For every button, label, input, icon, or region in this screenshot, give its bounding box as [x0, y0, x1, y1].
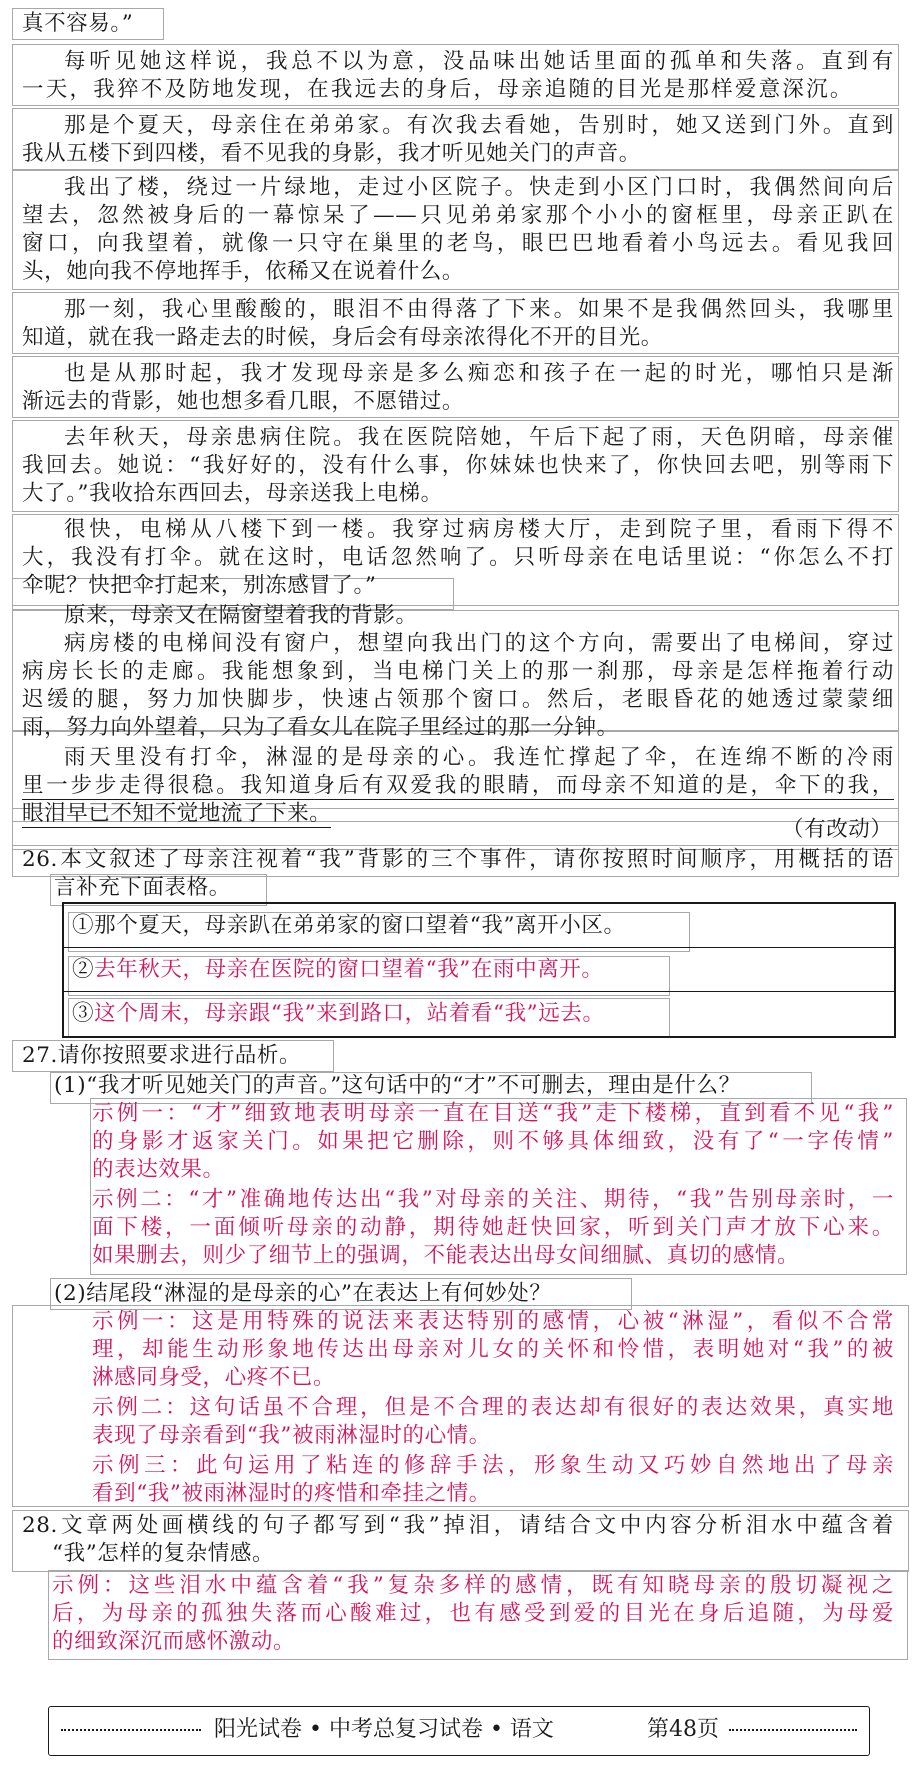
- page-number: 第48页: [647, 1717, 719, 1742]
- answer-text: 这个周末，母亲跟“我”来到路口，站着看“我”远去。: [94, 1001, 605, 1026]
- passage-line: 雨天里没有打伞，淋湿的是母亲的心。我连忙撑起了伞，在连绵不断的冷雨: [64, 745, 894, 770]
- q27-sub2: (2)结尾段“淋湿的是母亲的心”在表达上有何妙处？: [54, 1281, 552, 1306]
- q26-row-1: ①那个夏天，母亲趴在弟弟家的窗口望着“我”离开小区。: [72, 913, 626, 938]
- passage-line: 窗口，向我望着，就像一只守在巢里的老鸟，眼巴巴地看着小鸟远去。看见我回: [22, 231, 894, 256]
- passage-line: 大，我没有打伞。就在这时，电话忽然响了。只听母亲在电话里说：“你怎么不打: [22, 545, 894, 570]
- passage-line: 望去，忽然被身后的一幕惊呆了——只见弟弟家那个小小的窗框里，母亲正趴在: [22, 203, 894, 228]
- passage-line: 伞呢？快把伞打起来，别冻感冒了。”: [22, 573, 377, 598]
- passage-line: 去年秋天，母亲患病住院。我在医院陪她，午后下起了雨，天色阴暗，母亲催: [64, 425, 894, 450]
- q26-question: 言补充下面表格。: [54, 875, 231, 900]
- passage-line: 那一刻，我心里酸酸的，眼泪不由得落了下来。如果不是我偶然回头，我哪里: [64, 297, 894, 322]
- page-footer: [48, 1706, 870, 1756]
- passage-line: 很快，电梯从八楼下到一楼。我穿过病房楼大厅，走到院子里，看雨下得不: [64, 517, 894, 542]
- answer-line: 的身影才返家关门。如果把它删除，则不够具体细致，没有了“一字传情”: [92, 1129, 894, 1154]
- answer-text: 去年秋天，母亲在医院的窗口望着“我”在雨中离开。: [94, 957, 604, 982]
- passage-line: 大了。”我收拾东西回去，母亲送我上电梯。: [22, 481, 443, 506]
- q28-question: 28.文章两处画横线的句子都写到“我”掉泪，请结合文中内容分析泪水中蕴含着: [22, 1513, 894, 1538]
- answer-line: 表现了母亲看到“我”被雨淋湿时的心情。: [92, 1423, 491, 1448]
- passage-line: [22, 772, 894, 800]
- row-number: ③: [72, 1001, 95, 1026]
- q27-question: 27.请你按照要求进行品析。: [22, 1043, 302, 1068]
- passage-line: 原来，母亲又在隔窗望着我的背影。: [64, 603, 418, 628]
- passage-line: 一天，我猝不及防地发现，在我远去的身后，母亲追随的目光是那样爱意深沉。: [22, 77, 852, 102]
- answer-line: 的细致深沉而感怀激动。: [52, 1629, 296, 1654]
- answer-line: 示例三：此句运用了粘连的修辞手法，形象生动又巧妙自然地出了母亲: [92, 1453, 894, 1478]
- answer-line: 看到“我”被雨淋湿时的疼惜和牵挂之情。: [92, 1481, 491, 1506]
- answer-line: 示例：这些泪水中蕴含着“我”复杂多样的感情，既有知晓母亲的殷切凝视之: [52, 1573, 894, 1598]
- passage-line: 每听见她这样说，我总不以为意，没品味出她话里面的孤单和失落。直到有: [64, 49, 894, 74]
- passage-line: [22, 800, 331, 828]
- answer-line: 淋感同身受，心疼不已。: [92, 1365, 336, 1390]
- footer-dots: [61, 1729, 201, 1731]
- passage-line: 我从五楼下到四楼，看不见我的身影，我才听见她关门的声音。: [22, 141, 641, 166]
- passage-line: 我出了楼，绕过一片绿地，走过小区院子。快走到小区门口时，我偶然间向后: [64, 175, 894, 200]
- table-divider: [64, 947, 894, 948]
- answer-line: 示例一：这是用特殊的说法来表达特别的感情，心被“淋湿”，看似不合常: [92, 1309, 894, 1334]
- answer-line: 理，却能生动形象地传达出母亲对儿女的关怀和怜惜，表明她对“我”的被: [92, 1337, 894, 1362]
- footer-title: 阳光试卷 • 中考总复习试卷 • 语文: [214, 1717, 554, 1742]
- q27-sub1: (1)“我才听见她关门的声音。”这句话中的“才”不可删去，理由是什么？: [54, 1073, 741, 1098]
- underlined-sentence: 眼泪早已不知不觉地流了下来。: [22, 801, 332, 826]
- answer-line: 示例一：“才”细致地表明母亲一直在目送“我”走下楼梯，直到看不见“我”: [92, 1101, 894, 1126]
- answer-line: 示例二：“才”准确地传达出“我”对母亲的关注、期待，“我”告别母亲时，一: [92, 1187, 894, 1212]
- passage-line: 头，她向我不停地挥手，依稀又在说着什么。: [22, 259, 465, 284]
- passage-line: 病房楼的电梯间没有窗户，想望向我出门的这个方向，需要出了电梯间，穿过: [64, 631, 894, 656]
- passage-line: 也是从那时起，我才发现母亲是多么痴恋和孩子在一起的时光，哪怕只是渐: [64, 361, 894, 386]
- table-divider: [64, 991, 894, 992]
- passage-line: 我回去。她说：“我好好的，没有什么事，你妹妹也快来了，你快回去吧，别等雨下: [22, 453, 894, 478]
- q28-question: “我”怎样的复杂情感。: [52, 1541, 275, 1566]
- passage-line: 那是个夏天，母亲住在弟弟家。有次我去看她，告别时，她又送到门外。直到: [64, 113, 894, 138]
- passage-line: 真不容易。”: [22, 11, 134, 36]
- footer-dots: [729, 1729, 857, 1731]
- q26-question: 26.本文叙述了母亲注视着“我”背影的三个事件，请你按照时间顺序，用概括的语: [22, 847, 894, 872]
- passage-line: 病房长长的走廊。我能想象到，当电梯门关上的那一刹那，母亲是怎样拖着行动: [22, 659, 894, 684]
- answer-line: 的表达效果。: [92, 1157, 225, 1182]
- underlined-sentence: 里一步步走得很稳。我知道身后有双爱我的眼睛，而母亲不知道的是，伞下的我，: [22, 773, 894, 798]
- passage-line: 迟缓的腿，努力加快脚步，快速占领那个窗口。然后，老眼昏花的她透过蒙蒙细: [22, 687, 894, 712]
- answer-line: 后，为母亲的孤独失落而心酸难过，也有感受到爱的目光在身后追随，为母爱: [52, 1601, 894, 1626]
- answer-line: 示例二：这句话虽不合理，但是不合理的表达却有很好的表达效果，真实地: [92, 1395, 894, 1420]
- passage-line: 渐远去的背影，她也想多看几眼，不愿错过。: [22, 389, 465, 414]
- q26-row-2: [72, 956, 604, 984]
- passage-line: 雨，努力向外望着，只为了看女儿在院子里经过的那一分钟。: [22, 715, 619, 740]
- row-number: ②: [72, 957, 95, 982]
- passage-line: 知道，就在我一路走去的时候，身后会有母亲浓得化不开的目光。: [22, 325, 663, 350]
- source-note: （有改动）: [782, 817, 893, 842]
- answer-line: 面下楼，一面倾听母亲的动静，期待她赶快回家，听到关门声才放下心来。: [92, 1215, 894, 1240]
- answer-line: 如果删去，则少了细节上的强调，不能表达出母女间细腻、真切的感情。: [92, 1243, 800, 1268]
- q26-row-3: [72, 1000, 605, 1028]
